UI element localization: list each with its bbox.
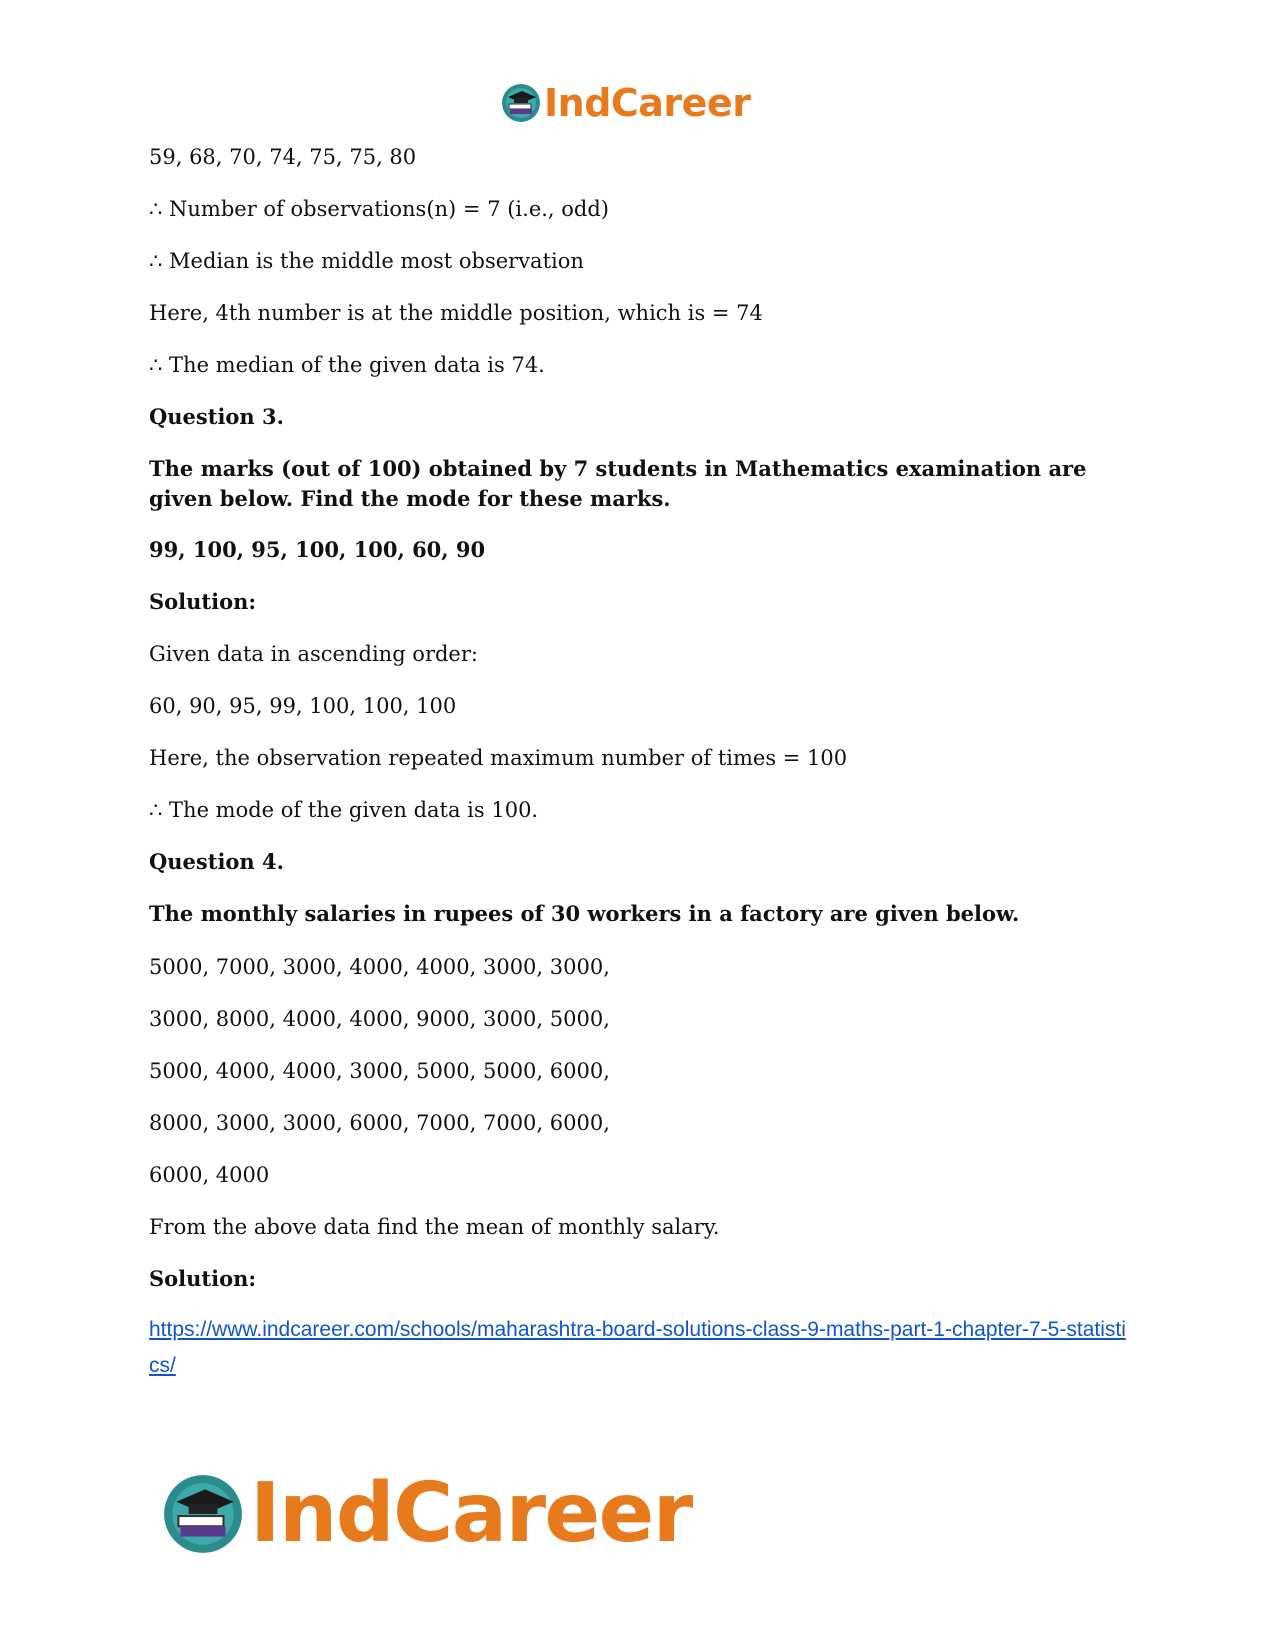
- graduation-book-icon: [160, 1471, 246, 1557]
- salary-data-line-1: 5000, 7000, 3000, 4000, 4000, 3000, 3000,: [149, 955, 610, 979]
- salary-data-line-4: 8000, 3000, 3000, 6000, 7000, 7000, 6000,: [149, 1111, 610, 1135]
- question-3-text: The marks (out of 100) obtained by 7 students in Mathematics examination are given below. Find the mode for these marks.: [149, 456, 1087, 511]
- solution-3-line-4: ∴ The mode of the given data is 100.: [149, 798, 539, 822]
- salary-data-line-5: 6000, 4000: [149, 1163, 270, 1187]
- middle-position-line: Here, 4th number is at the middle position, which is = 74: [149, 301, 763, 325]
- question-4-heading: Question 4.: [149, 849, 284, 874]
- observation-count-line: ∴ Number of observations(n) = 7 (i.e., odd): [149, 197, 609, 221]
- solution-3-line-1: Given data in ascending order:: [149, 642, 478, 666]
- logo-wordmark: IndCareer: [544, 81, 751, 125]
- salary-data-line-2: 3000, 8000, 4000, 4000, 9000, 3000, 5000,: [149, 1007, 610, 1031]
- median-definition-line: ∴ Median is the middle most observation: [149, 249, 584, 273]
- question-4-task: From the above data find the mean of monthly salary.: [149, 1215, 720, 1239]
- salary-data-line-3: 5000, 4000, 4000, 3000, 5000, 5000, 6000,: [149, 1059, 610, 1083]
- median-result-line: ∴ The median of the given data is 74.: [149, 353, 545, 377]
- question-3-data: 99, 100, 95, 100, 100, 60, 90: [149, 537, 486, 562]
- solution-3-line-3: Here, the observation repeated maximum number of times = 100: [149, 746, 848, 770]
- solution-4-heading: Solution:: [149, 1266, 257, 1291]
- data-line: 59, 68, 70, 74, 75, 75, 80: [149, 145, 417, 169]
- question-4-text: The monthly salaries in rupees of 30 workers in a factory are given below.: [149, 901, 1020, 926]
- graduation-book-icon: [500, 82, 542, 124]
- footer-logo: [160, 1468, 692, 1560]
- source-link[interactable]: https://www.indcareer.com/schools/maharashtra-board-solutions-class-9-maths-part-1-chapter-7-5-statistics/: [149, 1318, 1126, 1377]
- header-logo: [500, 80, 750, 126]
- question-3-heading: Question 3.: [149, 404, 284, 429]
- logo-wordmark: IndCareer: [250, 1466, 692, 1561]
- solution-3-line-2: 60, 90, 95, 99, 100, 100, 100: [149, 694, 457, 718]
- solution-3-heading: Solution:: [149, 589, 257, 614]
